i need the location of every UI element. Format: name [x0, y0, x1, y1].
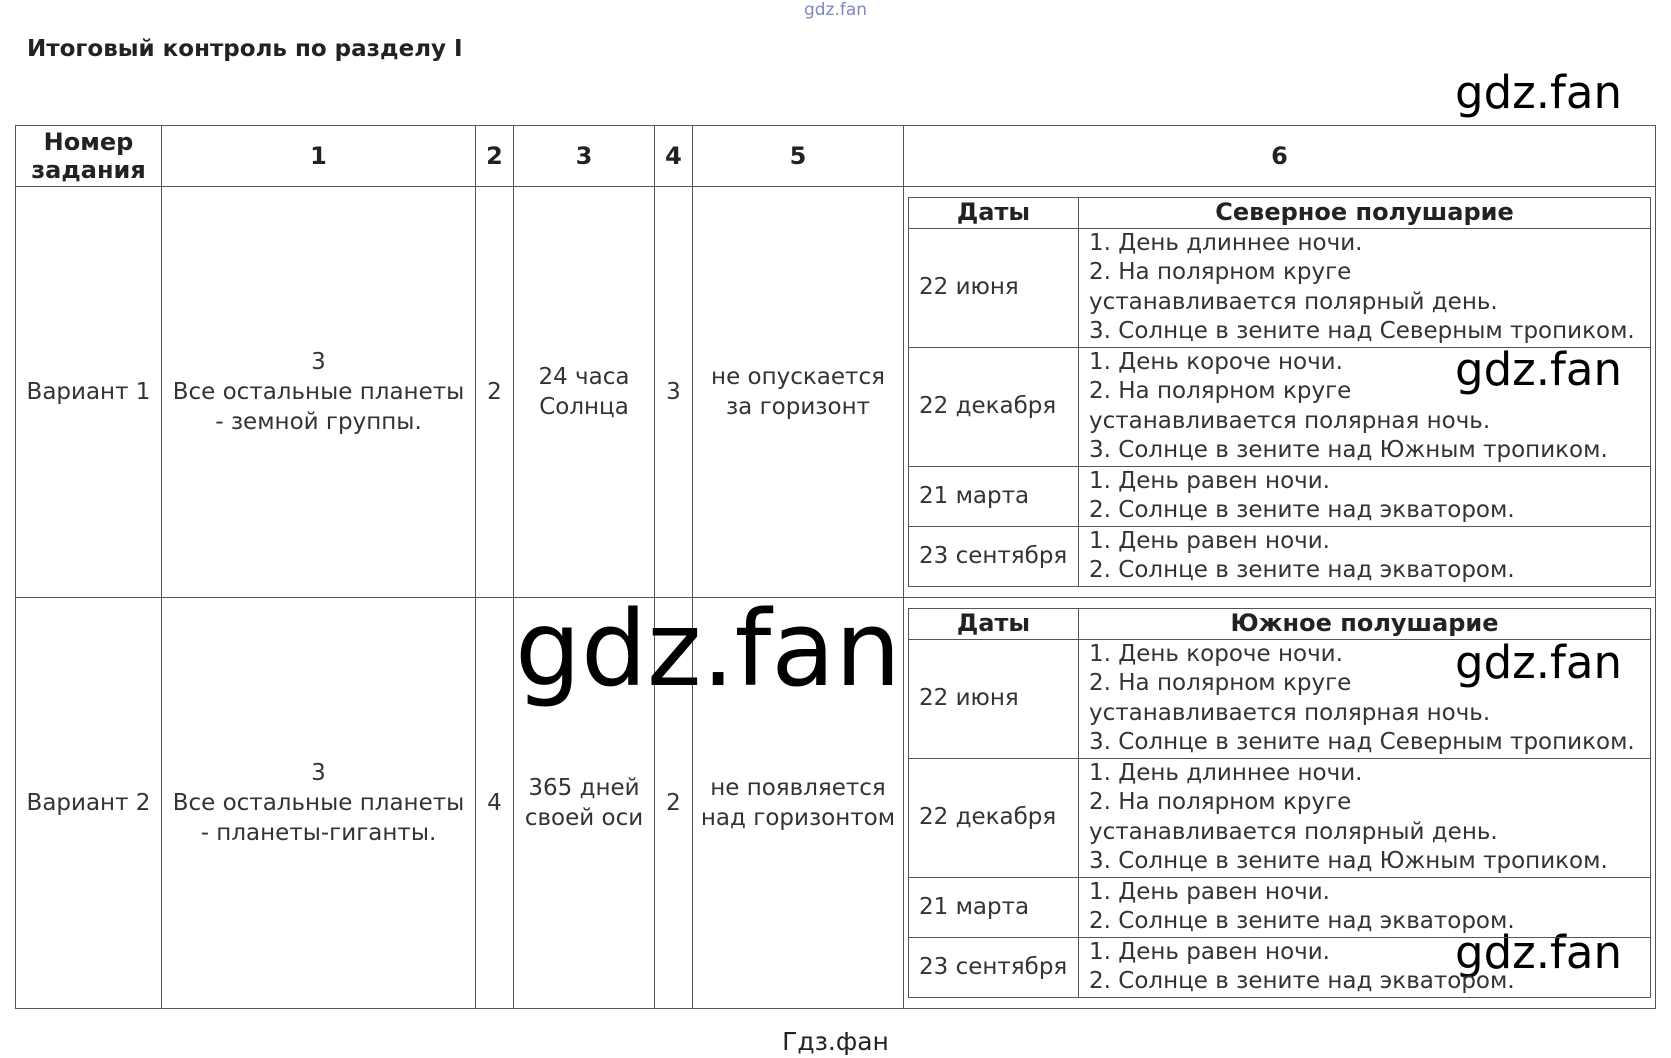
- description-line: 3. Солнце в зените над Южным тропиком.: [1089, 848, 1608, 875]
- hemisphere-row: [909, 877, 1651, 937]
- table-row: [16, 187, 1656, 598]
- date-cell: 21 марта: [909, 877, 1079, 937]
- description-line: устанавливается полярная ночь.: [1089, 699, 1491, 726]
- description-line: 1. День равен ночи.: [1089, 527, 1330, 554]
- date-cell: 22 декабря: [909, 758, 1079, 877]
- description-cell: [1079, 466, 1651, 526]
- header-col-3: 3: [514, 126, 655, 187]
- header-task-number: Номер задания: [16, 126, 162, 187]
- hemisphere-header: Северное полушарие: [1079, 198, 1651, 229]
- description-line: 1. День короче ночи.: [1089, 640, 1343, 667]
- date-cell: 22 июня: [909, 228, 1079, 347]
- dates-header: Даты: [909, 609, 1079, 640]
- description-line: 3. Солнце в зените над Северным тропиком.: [1089, 318, 1635, 345]
- watermark-1: gdz.fan: [1455, 66, 1622, 119]
- header-col-6: 6: [904, 126, 1656, 187]
- answer-col-6: [904, 598, 1656, 1009]
- description-line: 3. Солнце в зените над Северным тропиком.: [1089, 729, 1635, 756]
- description-line: 2. На полярном круге: [1089, 670, 1352, 697]
- date-cell: 21 марта: [909, 466, 1079, 526]
- hemisphere-header-row: [909, 198, 1651, 229]
- page-title: Итоговый контроль по разделу I: [27, 36, 463, 62]
- description-line: 1. День длиннее ночи.: [1089, 229, 1363, 256]
- watermark-4: gdz.fan: [1455, 926, 1622, 979]
- date-cell: 23 сентября: [909, 526, 1079, 586]
- description-line: 2. Солнце в зените над экватором.: [1089, 557, 1515, 584]
- footer-text: Гдз.фан: [782, 1027, 889, 1056]
- answer-col-3: 365 дней своей оси: [514, 598, 655, 1009]
- description-cell: [1079, 526, 1651, 586]
- description-line: устанавливается полярная ночь.: [1089, 407, 1491, 434]
- description-cell: [1079, 758, 1651, 877]
- description-cell: [1079, 937, 1651, 997]
- hemisphere-row: [909, 937, 1651, 997]
- watermark-3: gdz.fan: [1455, 636, 1622, 689]
- answer-col-2: 2: [476, 187, 514, 598]
- answer-col-3: 24 часа Солнца: [514, 187, 655, 598]
- description-line: 2. На полярном круге: [1089, 259, 1352, 286]
- hemisphere-row: [909, 526, 1651, 586]
- description-line: 2. Солнце в зените над экватором.: [1089, 908, 1515, 935]
- hemisphere-table: [908, 197, 1651, 587]
- watermark-large: gdz.fan: [515, 588, 901, 710]
- date-cell: 23 сентября: [909, 937, 1079, 997]
- header-col-1: 1: [162, 126, 476, 187]
- hemisphere-row: [909, 347, 1651, 466]
- header-col-5: 5: [693, 126, 904, 187]
- description-line: устанавливается полярный день.: [1089, 288, 1498, 315]
- date-cell: 22 декабря: [909, 347, 1079, 466]
- header-col-2: 2: [476, 126, 514, 187]
- header-row: [16, 126, 1656, 187]
- description-cell: [1079, 636, 1651, 758]
- description-cell: [1079, 877, 1651, 937]
- hemisphere-header-row: [909, 609, 1651, 640]
- answer-col-4: 3: [655, 187, 693, 598]
- hemisphere-row: [909, 758, 1651, 877]
- answer-col-6: [904, 187, 1656, 598]
- hemisphere-header: Южное полушарие: [1079, 609, 1651, 640]
- hemisphere-row: [909, 228, 1651, 347]
- dates-header: Даты: [909, 198, 1079, 229]
- hemisphere-table: [908, 608, 1651, 998]
- variant-label: Вариант 2: [16, 598, 162, 1009]
- watermark-2: gdz.fan: [1455, 343, 1622, 396]
- description-line: 2. На полярном круге: [1089, 789, 1352, 816]
- answer-col-1: 3 Все остальные планеты - земной группы.: [162, 187, 476, 598]
- description-line: 2. Солнце в зените над экватором.: [1089, 497, 1515, 524]
- description-line: 1. День равен ночи.: [1089, 938, 1330, 965]
- description-line: 1. День равен ночи.: [1089, 467, 1330, 494]
- description-line: 2. На полярном круге: [1089, 378, 1352, 405]
- description-line: 1. День короче ночи.: [1089, 348, 1343, 375]
- description-line: 1. День равен ночи.: [1089, 878, 1330, 905]
- answer-col-5: не появляется над горизонтом: [693, 598, 904, 1009]
- date-cell: 22 июня: [909, 639, 1079, 758]
- description-line: 1. День длиннее ночи.: [1089, 759, 1363, 786]
- description-line: устанавливается полярный день.: [1089, 818, 1498, 845]
- description-cell: [1079, 343, 1651, 466]
- answer-col-5: не опускается за горизонт: [693, 187, 904, 598]
- answer-col-2: 4: [476, 598, 514, 1009]
- description-cell: [1079, 228, 1651, 347]
- variant-label: Вариант 1: [16, 187, 162, 598]
- hemisphere-row: [909, 639, 1651, 758]
- answer-col-1: 3 Все остальные планеты - планеты-гиганты.: [162, 598, 476, 1009]
- header-col-4: 4: [655, 126, 693, 187]
- watermark-top: gdz.fan: [803, 0, 868, 20]
- description-line: 2. Солнце в зените над экватором.: [1089, 968, 1515, 995]
- answer-col-4: 2: [655, 598, 693, 1009]
- hemisphere-row: [909, 466, 1651, 526]
- answers-table: [15, 125, 1656, 1009]
- description-line: 3. Солнце в зените над Южным тропиком.: [1089, 437, 1608, 464]
